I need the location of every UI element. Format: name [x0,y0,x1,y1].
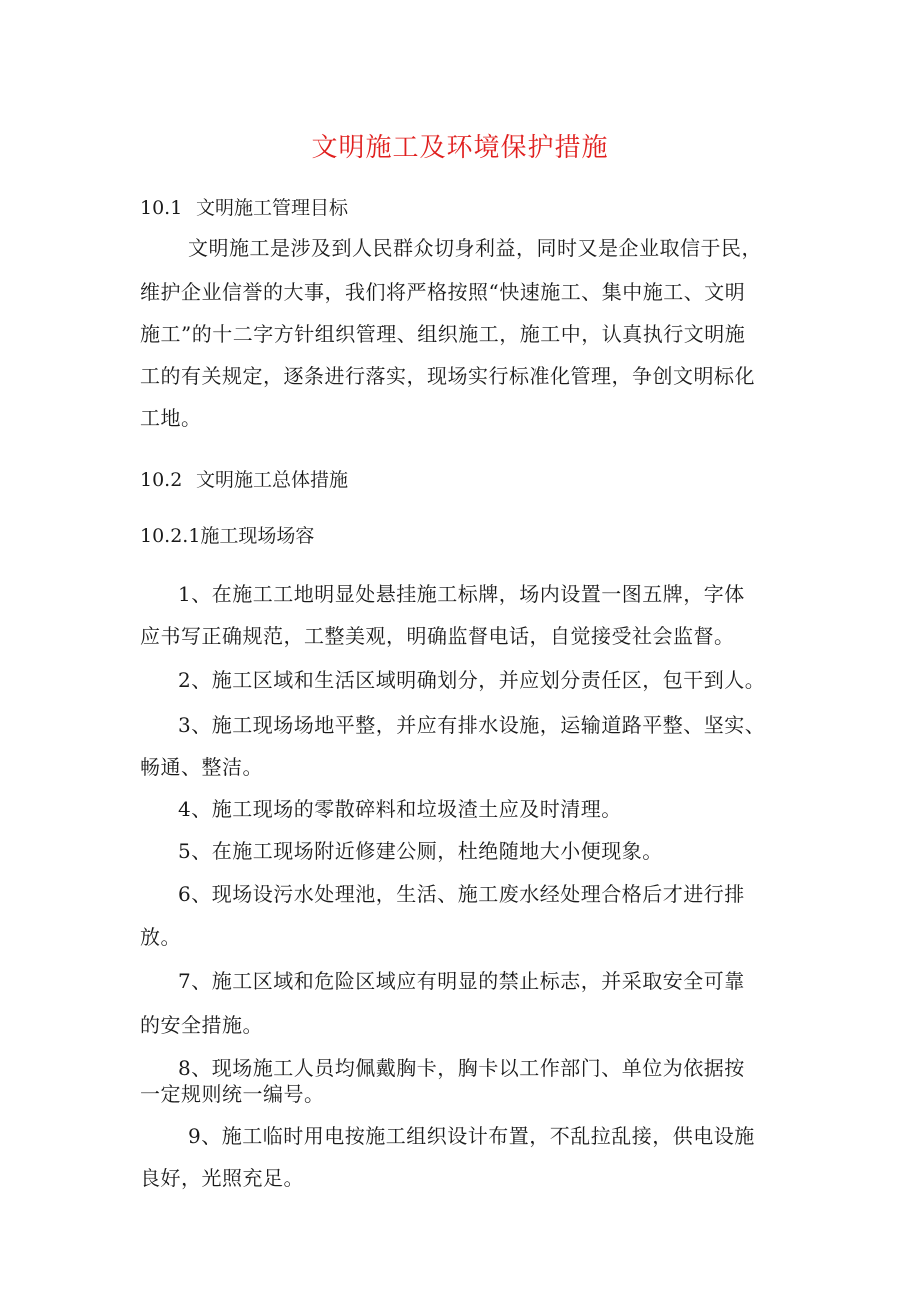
paragraph-line: 文明施工是涉及到人民群众切身利益，同时又是企业取信于民， [188,236,762,260]
list-item-line: 5、在施工现场附近修建公厕，杜绝随地大小便现象。 [178,839,663,863]
paragraph-line: 施工”的十二字方针组织管理、组织施工，施工中，认真执行文明施 [140,322,746,346]
list-item-line: 7、施工区域和危险区域应有明显的禁止标志，并采取安全可靠 [178,969,745,993]
list-item-line: 9、施工临时用电按施工组织设计布置，不乱拉乱接，供电设施 [188,1124,755,1148]
document-title: 文明施工及环境保护措施 [311,133,609,163]
list-item-line: 6、现场设污水处理池，生活、施工废水经处理合格后才进行排 [178,882,745,906]
subsection-heading: 10.2.1施工现场场容 [140,525,315,547]
section-title: 文明施工总体措施 [196,469,349,491]
list-item-line: 2、施工区域和生活区域明确划分，并应划分责任区，包干到人。 [178,668,766,692]
paragraph-line: 工地。 [140,406,202,430]
list-item-line: 放。 [140,925,181,949]
section-heading-10-1 [140,193,348,223]
list-item-line: 良好，光照充足。 [140,1166,304,1190]
list-item-line: 4、施工现场的零散碎料和垃圾渣土应及时清理。 [178,797,622,821]
section-heading-10-2 [140,465,348,495]
list-item-line: 1、在施工工地明显处悬挂施工标牌，场内设置一图五牌，字体 [178,582,745,606]
list-item-line: 应书写正确规范，工整美观，明确监督电话，自觉接受社会监督。 [140,624,735,648]
list-item-line: 8、现场施工人员均佩戴胸卡，胸卡以工作部门、单位为依据按 [178,1056,745,1080]
section-number: 10.2 [140,469,183,491]
paragraph-line: 工的有关规定，逐条进行落实，现场实行标准化管理，争创文明标化 [140,364,755,388]
section-title: 文明施工管理目标 [196,197,349,219]
list-item-line: 一定规则统一编号。 [140,1082,325,1106]
list-item-line: 3、施工现场场地平整，并应有排水设施，运输道路平整、坚实、 [178,713,766,737]
list-item-line: 畅通、整洁。 [140,755,263,779]
paragraph-line: 维护企业信誉的大事，我们将严格按照“快速施工、集中施工、文明 [140,280,746,304]
list-item-line: 的安全措施。 [140,1013,263,1037]
section-number: 10.1 [140,197,183,219]
